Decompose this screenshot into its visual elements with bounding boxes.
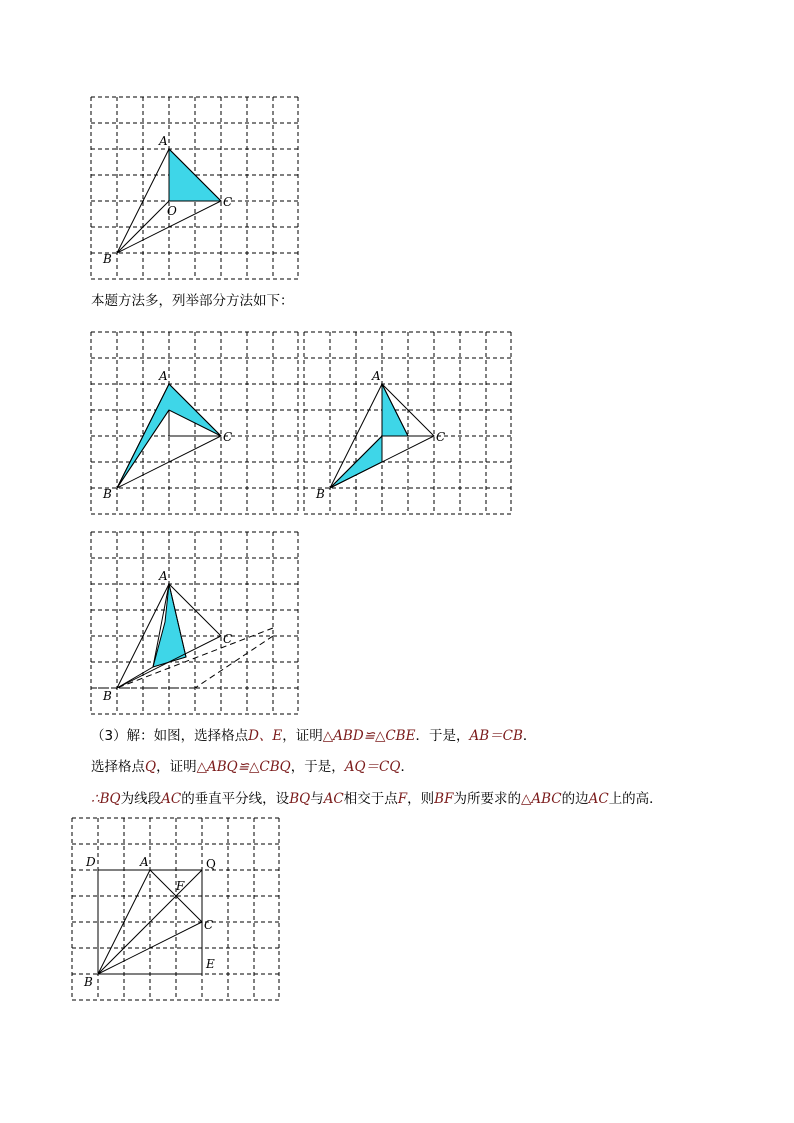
dashed-grid bbox=[91, 532, 298, 714]
figure-5-grid bbox=[72, 818, 282, 1003]
label-b: B bbox=[103, 252, 112, 266]
label-c: C bbox=[436, 430, 446, 444]
label-d: D bbox=[86, 855, 96, 869]
label-b: B bbox=[103, 487, 112, 501]
part3-line2: 选择格点Q，证明△ABQ≌△CBQ，于是，AQ＝CQ． bbox=[91, 759, 414, 775]
label-a: A bbox=[159, 369, 168, 383]
label-o: O bbox=[167, 204, 177, 218]
figure-1-grid bbox=[91, 97, 301, 282]
label-a: A bbox=[140, 855, 149, 869]
figure-3-grid bbox=[304, 332, 514, 517]
label-c: C bbox=[223, 195, 233, 209]
part3-line3: ∴BQ为线段AC的垂直平分线，设BQ与AC相交于点F，则BF为所要求的△ABC的边AC上的高． bbox=[91, 791, 663, 807]
label-a: A bbox=[372, 369, 381, 383]
part3-line1: （3）解：如图，选择格点D、E，证明△ABD≌△CBE．于是，AB＝CB． bbox=[91, 728, 537, 744]
dashed-grid bbox=[304, 332, 511, 514]
dashed-grid bbox=[72, 818, 279, 1000]
figure-4-grid bbox=[91, 532, 301, 717]
label-e: E bbox=[206, 957, 215, 971]
label-a: A bbox=[159, 569, 168, 583]
segment-b-to-grid bbox=[117, 410, 169, 488]
label-c: C bbox=[223, 430, 233, 444]
label-b: B bbox=[316, 487, 325, 501]
label-b: B bbox=[103, 689, 112, 703]
figure-2-grid bbox=[91, 332, 301, 517]
label-f: F bbox=[176, 879, 185, 893]
label-q: Q bbox=[206, 857, 216, 871]
label-a: A bbox=[159, 134, 168, 148]
methods-note: 本题方法多，列举部分方法如下： bbox=[91, 293, 294, 309]
label-c: C bbox=[223, 632, 233, 646]
label-c: C bbox=[204, 918, 214, 932]
label-b: B bbox=[84, 975, 93, 989]
